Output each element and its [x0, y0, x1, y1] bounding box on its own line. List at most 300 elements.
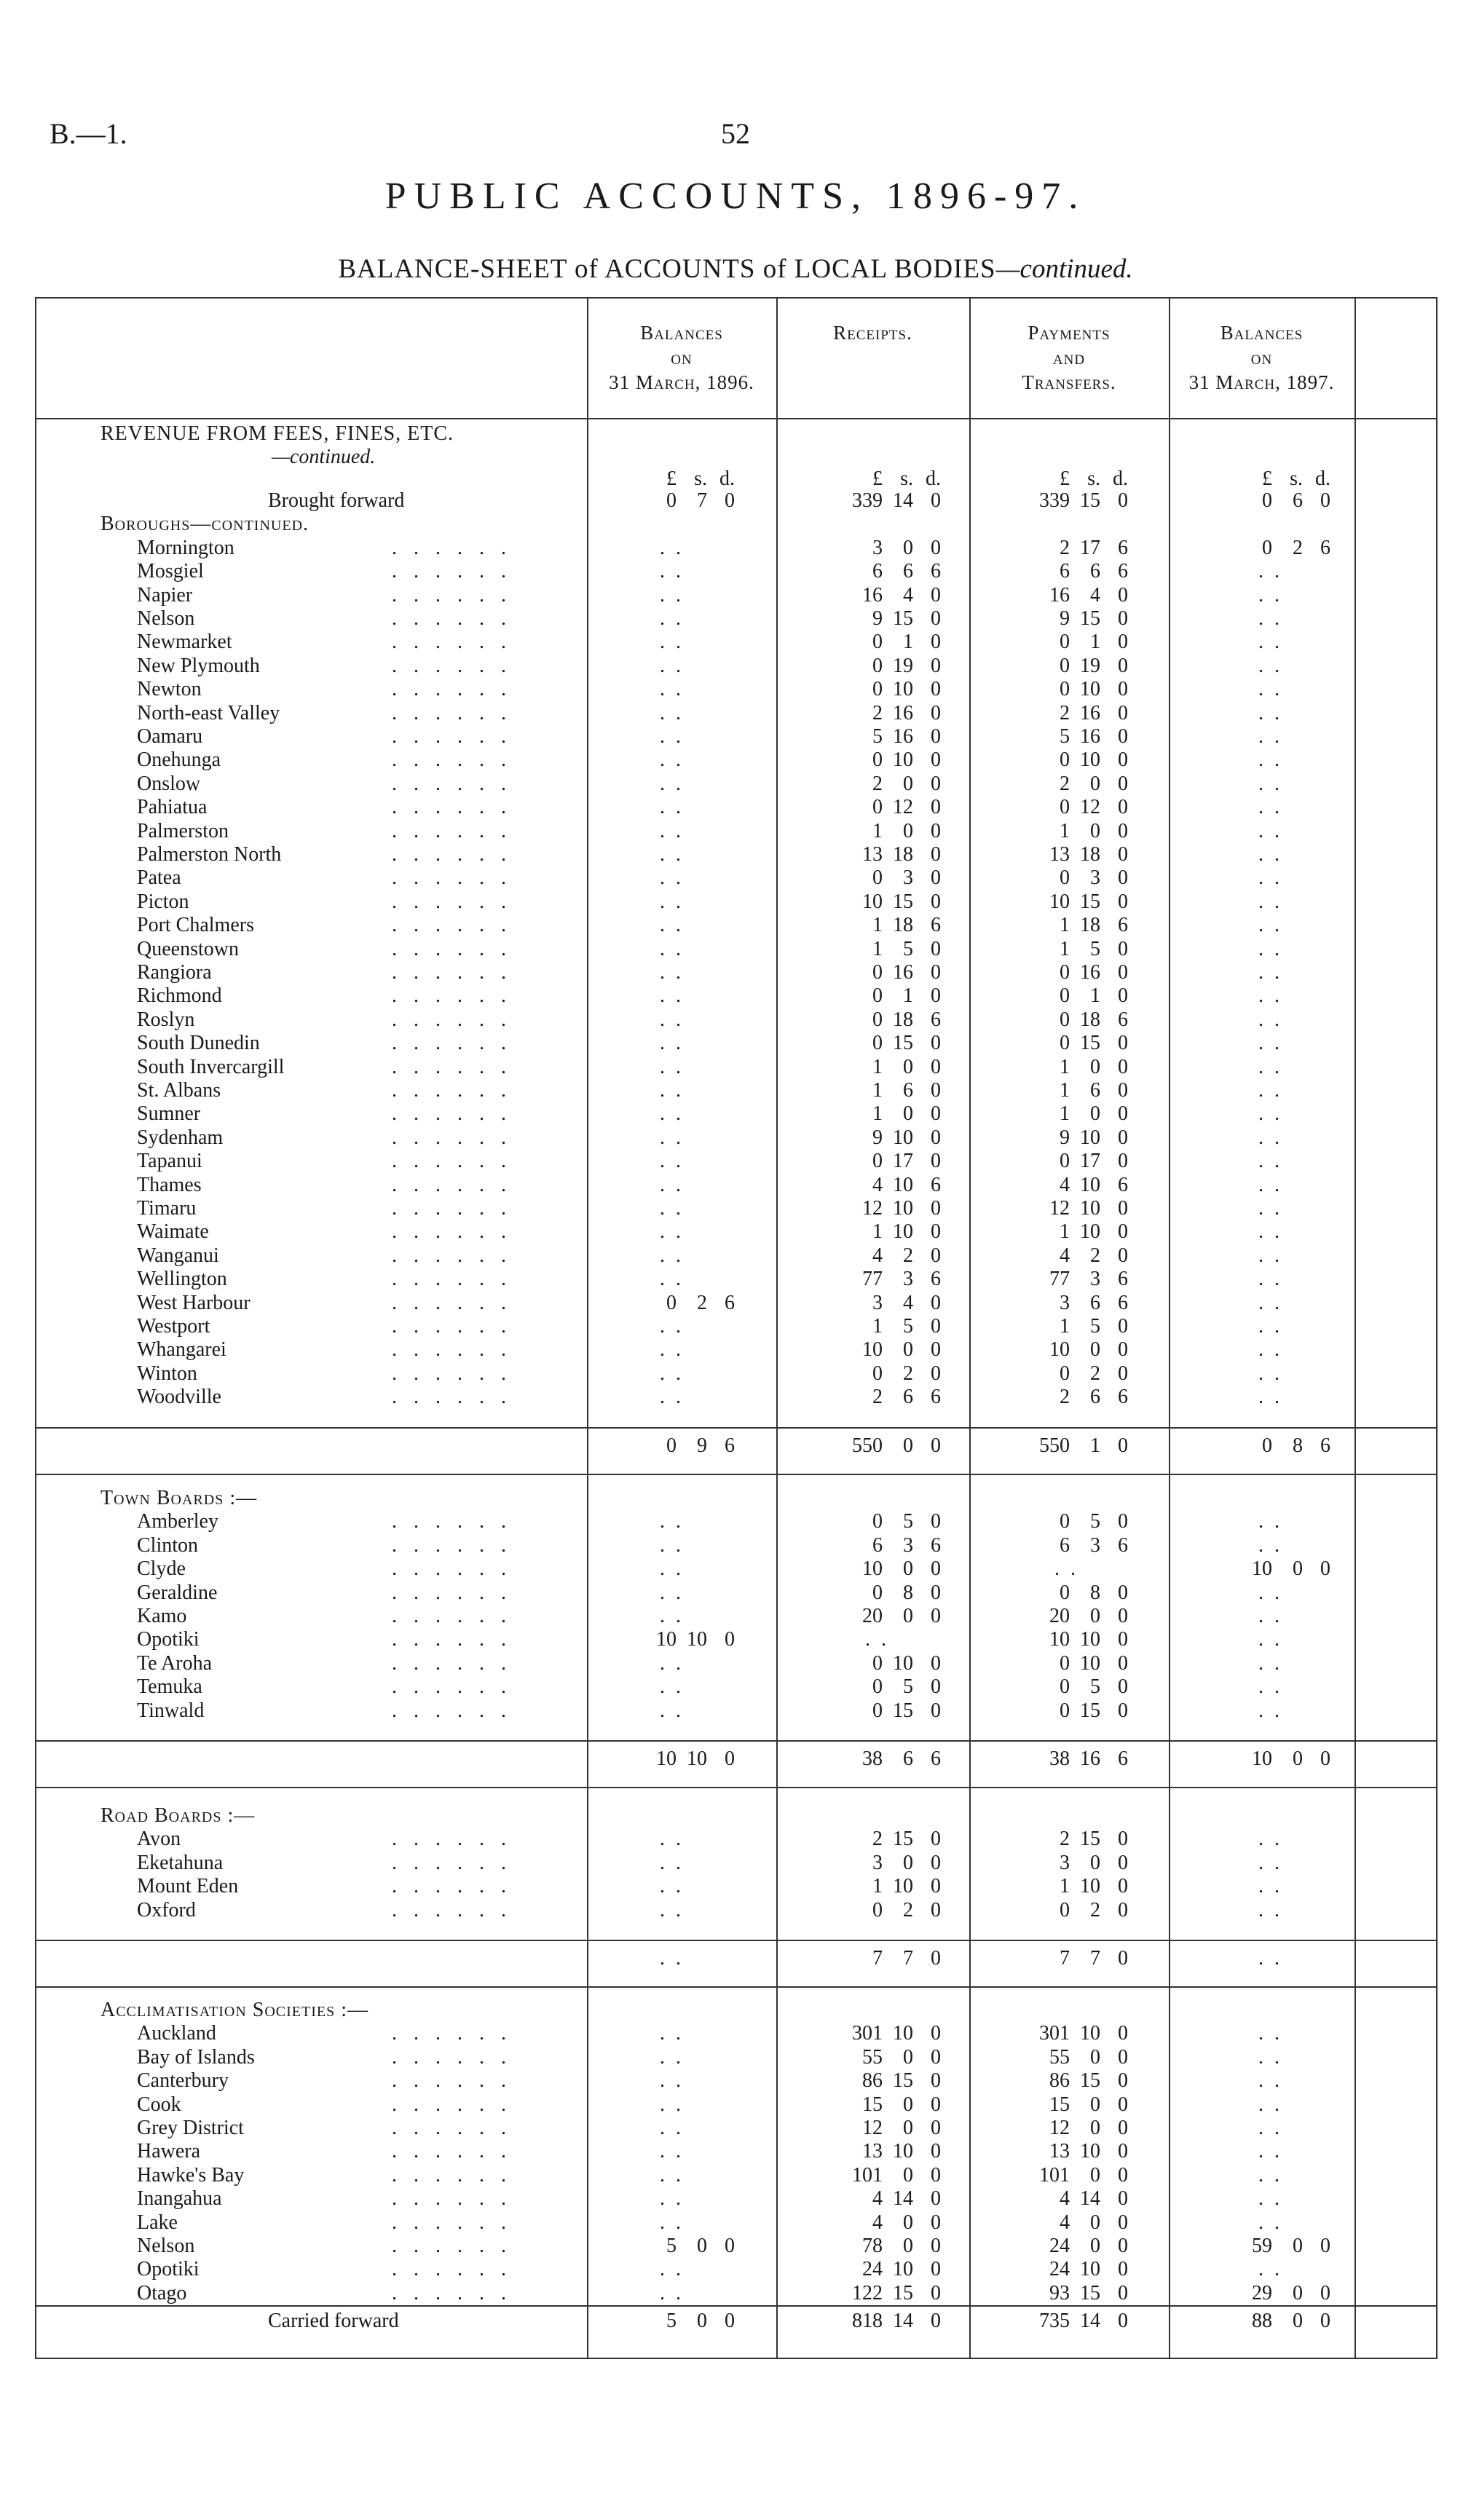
row-label: Mount Eden: [137, 1875, 239, 1897]
nil-marker: . .: [1258, 655, 1282, 677]
row-label: Onehunga: [137, 749, 221, 771]
ledger-row: [35, 1699, 1438, 1723]
leader-dots: . . . . . .: [392, 1174, 512, 1196]
leader-dots: . . . . . .: [392, 1852, 512, 1874]
ledger-row: [35, 796, 1438, 819]
amount-cell: 0 15 0: [1060, 1699, 1128, 1722]
nil-marker: . .: [1258, 1534, 1282, 1557]
amount-cell: 735 14 0: [1039, 2310, 1128, 2332]
ledger-row: [35, 2046, 1438, 2069]
row-label: Pahiatua: [137, 796, 208, 818]
leader-dots: . . . . . .: [392, 1581, 512, 1604]
amount-cell: 15 0 0: [862, 2093, 941, 2116]
amount-cell: 122 15 0: [852, 2282, 941, 2304]
leader-dots: . . . . . .: [392, 1032, 512, 1054]
subtotal-row: [35, 1747, 1438, 1771]
leader-dots: . . . . . .: [392, 1126, 512, 1149]
nil-marker: . .: [1258, 2117, 1282, 2139]
nil-marker: . .: [1258, 1628, 1282, 1651]
ledger-row: [35, 1174, 1438, 1197]
amount-cell: 0 3 0: [872, 866, 941, 889]
ledger-row: [35, 702, 1438, 725]
leader-dots: . . . . . .: [392, 1534, 512, 1557]
nil-marker: . .: [660, 2211, 684, 2234]
amount-cell: 0 16 0: [1060, 961, 1128, 984]
amount-cell: 1 0 0: [872, 1056, 941, 1078]
nil-marker: . .: [660, 1947, 684, 1970]
amount-cell: 2 15 0: [1060, 1828, 1128, 1850]
ledger-row: [35, 1008, 1438, 1032]
amount-cell: 0 5 0: [1060, 1510, 1128, 1533]
row-label: Rangiora: [137, 961, 212, 984]
row-label: Avon: [137, 1828, 181, 1850]
amount-cell: 0 1 0: [1060, 984, 1128, 1007]
row-label: Newmarket: [137, 631, 232, 653]
row-label: Otago: [137, 2282, 187, 2304]
amount-cell: 0 10 0: [872, 749, 941, 771]
row-label: West Harbour: [137, 1292, 251, 1314]
amount-cell: 1 10 0: [1060, 1875, 1128, 1897]
leader-dots: . . . . . .: [392, 631, 512, 653]
nil-marker: . .: [660, 984, 684, 1007]
nil-marker: . .: [1258, 1126, 1282, 1149]
nil-marker: . .: [1258, 1008, 1282, 1031]
leader-dots: . . . . . .: [392, 773, 512, 795]
group-heading: [35, 513, 1438, 536]
nil-marker: . .: [660, 1386, 684, 1408]
nil-marker: . .: [865, 1628, 889, 1651]
nil-marker: . .: [1258, 1947, 1282, 1970]
ledger-row: [35, 1386, 1438, 1409]
row-label: Nelson: [137, 607, 195, 630]
row-label: South Dunedin: [137, 1032, 260, 1054]
amount-cell: 0 12 0: [1060, 796, 1128, 818]
ledger-row: [35, 1510, 1438, 1533]
leader-dots: . . . . . .: [392, 1386, 512, 1408]
ledger-row: [35, 1315, 1438, 1338]
nil-marker: . .: [1258, 2164, 1282, 2187]
amount-cell: 24 0 0: [1049, 2235, 1128, 2257]
amount-cell: 10 10 0: [656, 1628, 735, 1651]
page-number: 52: [721, 117, 750, 150]
nil-marker: . .: [660, 560, 684, 582]
nil-marker: . .: [1258, 2211, 1282, 2234]
amount-cell: 0 8 6: [1262, 1434, 1330, 1457]
subtotal-row: [35, 1947, 1438, 1970]
nil-marker: . .: [1258, 560, 1282, 582]
nil-marker: . .: [660, 537, 684, 559]
ledger-row: [35, 725, 1438, 749]
amount-cell: 1 18 6: [1060, 914, 1128, 936]
amount-cell: 4 0 0: [1060, 2211, 1128, 2234]
row-label: Roslyn: [137, 1008, 195, 1031]
leader-dots: . . . . . .: [392, 1699, 512, 1722]
nil-marker: . .: [660, 1032, 684, 1054]
nil-marker: . .: [660, 1150, 684, 1172]
amount-cell: 55 0 0: [862, 2046, 941, 2069]
amount-cell: 24 10 0: [1049, 2258, 1128, 2280]
nil-marker: . .: [1258, 1174, 1282, 1196]
amount-cell: 1 6 0: [1060, 1079, 1128, 1102]
ledger-row: [35, 890, 1438, 914]
group-title: Acclimatisation Societies :—: [100, 1999, 369, 2021]
amount-cell: 10 0 0: [1049, 1338, 1128, 1361]
ledger-row: [35, 1557, 1438, 1581]
nil-marker: . .: [660, 702, 684, 724]
amount-cell: 0 7 0: [666, 489, 735, 512]
leader-dots: . . . . . .: [392, 2022, 512, 2045]
subtotal-rule: [35, 2305, 1438, 2307]
amount-cell: 3 0 0: [872, 537, 941, 559]
row-label: North-east Valley: [137, 702, 280, 724]
nil-marker: . .: [1258, 1338, 1282, 1361]
ledger-row: [35, 2258, 1438, 2281]
nil-marker: . .: [660, 866, 684, 889]
nil-marker: . .: [1258, 773, 1282, 795]
amount-cell: 5 0 0: [666, 2310, 735, 2332]
nil-marker: . .: [660, 1244, 684, 1267]
nil-marker: . .: [1258, 2140, 1282, 2162]
nil-marker: . .: [660, 1510, 684, 1533]
leader-dots: . . . . . .: [392, 2140, 512, 2162]
leader-dots: . . . . . .: [392, 1056, 512, 1078]
amount-cell: 0 8 0: [1060, 1581, 1128, 1604]
row-label: Temuka: [137, 1675, 202, 1698]
amount-cell: 0 19 0: [872, 655, 941, 677]
group-heading: [35, 1804, 1438, 1828]
row-label: Waimate: [137, 1220, 209, 1243]
amount-cell: 1 0 0: [872, 1102, 941, 1125]
nil-marker: . .: [660, 1581, 684, 1604]
row-label: Sumner: [137, 1102, 201, 1125]
amount-cell: 77 3 6: [1049, 1268, 1128, 1290]
carried-forward-row: [35, 2310, 1438, 2333]
nil-marker: . .: [660, 2258, 684, 2280]
leader-dots: . . . . . .: [392, 749, 512, 771]
amount-cell: 818 14 0: [852, 2310, 941, 2332]
amount-cell: 10 0 0: [862, 1557, 941, 1580]
column-header-payments: Payments and Transfers.: [1022, 322, 1116, 393]
nil-marker: . .: [660, 2282, 684, 2304]
ledger-row: [35, 678, 1438, 701]
document-reference: B.—1.: [50, 117, 127, 150]
nil-marker: . .: [1258, 607, 1282, 630]
amount-cell: 13 10 0: [1049, 2140, 1128, 2162]
amount-cell: 78 0 0: [862, 2235, 941, 2257]
nil-marker: . .: [660, 2164, 684, 2187]
amount-cell: 4 14 0: [872, 2187, 941, 2210]
amount-cell: 339 15 0: [1039, 489, 1128, 512]
nil-marker: . .: [660, 1008, 684, 1031]
row-label: Picton: [137, 890, 189, 913]
amount-cell: 1 5 0: [872, 1315, 941, 1338]
row-label: Amberley: [137, 1510, 218, 1533]
amount-cell: 0 2 6: [666, 1292, 735, 1314]
row-label: Te Aroha: [137, 1652, 213, 1675]
nil-marker: . .: [1258, 866, 1282, 889]
table-subtitle: [0, 253, 1471, 285]
nil-marker: . .: [660, 2187, 684, 2210]
ledger-row: [35, 1581, 1438, 1605]
amount-cell: 2 0 0: [1060, 773, 1128, 795]
amount-cell: 88 0 0: [1252, 2310, 1330, 2332]
amount-cell: 5 16 0: [872, 725, 941, 748]
amount-cell: 10 0 0: [862, 1338, 941, 1361]
ledger-row: [35, 914, 1438, 937]
nil-marker: . .: [660, 749, 684, 771]
ledger-row: [35, 1899, 1438, 1922]
subtotal-rule: [35, 1474, 1438, 1475]
row-label: Nelson: [137, 2235, 195, 2257]
subtotal-rule: [35, 1427, 1438, 1429]
column-header-balances-1896: Balances on 31 March, 1896.: [609, 322, 754, 393]
amount-cell: 6 6 6: [872, 560, 941, 582]
nil-marker: . .: [1258, 1652, 1282, 1675]
amount-cell: 1 5 0: [872, 938, 941, 960]
leader-dots: . . . . . .: [392, 2235, 512, 2257]
nil-marker: . .: [1258, 1852, 1282, 1874]
amount-cell: 9 15 0: [872, 607, 941, 630]
leader-dots: . . . . . .: [392, 2258, 512, 2280]
amount-cell: 0 10 0: [872, 1652, 941, 1675]
leader-dots: . . . . . .: [392, 584, 512, 607]
row-label: Bay of Islands: [137, 2046, 255, 2069]
nil-marker: . .: [1258, 796, 1282, 818]
row-label: Canterbury: [137, 2069, 229, 2092]
nil-marker: . .: [660, 2069, 684, 2092]
leader-dots: . . . . . .: [392, 1875, 512, 1897]
ledger-row: [35, 1244, 1438, 1268]
nil-marker: . .: [660, 2046, 684, 2069]
nil-marker: . .: [660, 1102, 684, 1125]
amount-cell: 0 2 0: [872, 1362, 941, 1385]
row-label: Oxford: [137, 1899, 196, 1921]
amount-cell: 1 5 0: [1060, 1315, 1128, 1338]
leader-dots: . . . . . .: [392, 890, 512, 913]
group-title: Boroughs—continued.: [100, 513, 309, 536]
leader-dots: . . . . . .: [392, 2211, 512, 2234]
nil-marker: . .: [1258, 961, 1282, 984]
nil-marker: . .: [660, 584, 684, 607]
amount-cell: 10 10 0: [1049, 1628, 1128, 1651]
currency-units: £ s. d.: [1262, 467, 1330, 490]
row-label: Kamo: [137, 1605, 187, 1627]
amount-cell: 12 0 0: [862, 2117, 941, 2139]
nil-marker: . .: [660, 773, 684, 795]
ledger-row: [35, 1056, 1438, 1079]
nil-marker: . .: [660, 1899, 684, 1921]
amount-cell: 0 8 0: [872, 1581, 941, 1604]
row-label: Clinton: [137, 1534, 199, 1557]
row-label: Palmerston North: [137, 843, 282, 866]
amount-cell: 12 0 0: [1049, 2117, 1128, 2139]
row-label: Mosgiel: [137, 560, 204, 582]
leader-dots: . . . . . .: [392, 725, 512, 748]
ledger-row: [35, 537, 1438, 560]
nil-marker: . .: [660, 1126, 684, 1149]
nil-marker: . .: [1258, 584, 1282, 607]
amount-cell: 101 0 0: [852, 2164, 941, 2187]
amount-cell: 1 0 0: [1060, 1056, 1128, 1078]
nil-marker: . .: [1258, 938, 1282, 960]
nil-marker: . .: [1258, 1386, 1282, 1408]
amount-cell: 1 0 0: [1060, 820, 1128, 842]
nil-marker: . .: [660, 843, 684, 866]
amount-cell: 2 17 6: [1060, 537, 1128, 559]
nil-marker: . .: [1258, 1056, 1282, 1078]
nil-marker: . .: [660, 1220, 684, 1243]
nil-marker: . .: [1258, 2022, 1282, 2045]
amount-cell: 4 2 0: [872, 1244, 941, 1267]
nil-marker: . .: [660, 725, 684, 748]
amount-cell: 0 3 0: [1060, 866, 1128, 889]
amount-cell: 10 15 0: [862, 890, 941, 913]
ledger-row: [35, 1852, 1438, 1875]
nil-marker: . .: [660, 1338, 684, 1361]
row-label: Eketahuna: [137, 1852, 224, 1874]
leader-dots: . . . . . .: [392, 1197, 512, 1220]
amount-cell: 0 5 0: [872, 1675, 941, 1698]
amount-cell: 12 10 0: [1049, 1197, 1128, 1220]
amount-cell: 9 10 0: [872, 1126, 941, 1149]
nil-marker: . .: [660, 1557, 684, 1580]
nil-marker: . .: [660, 1605, 684, 1627]
nil-marker: . .: [660, 1652, 684, 1675]
amount-cell: 4 10 6: [872, 1174, 941, 1196]
amount-cell: 0 10 0: [1060, 678, 1128, 700]
amount-cell: 3 0 0: [1060, 1852, 1128, 1874]
nil-marker: . .: [660, 2140, 684, 2162]
leader-dots: . . . . . .: [392, 1899, 512, 1921]
amount-cell: 38 16 6: [1049, 1747, 1128, 1770]
amount-cell: 2 6 6: [872, 1386, 941, 1408]
nil-marker: . .: [1258, 1362, 1282, 1385]
nil-marker: . .: [660, 631, 684, 653]
ledger-row: [35, 773, 1438, 796]
currency-units: £ s. d.: [666, 467, 735, 490]
amount-cell: 1 0 0: [1060, 1102, 1128, 1125]
amount-cell: 7 7 0: [872, 1947, 941, 1970]
amount-cell: 5 0 0: [666, 2235, 735, 2257]
leader-dots: . . . . . .: [392, 866, 512, 889]
nil-marker: . .: [660, 1699, 684, 1722]
nil-marker: . .: [660, 2117, 684, 2139]
ledger-row: [35, 820, 1438, 843]
nil-marker: . .: [1258, 984, 1282, 1007]
amount-cell: 13 18 0: [1049, 843, 1128, 866]
amount-cell: 6 3 6: [872, 1534, 941, 1557]
nil-marker: . .: [660, 1675, 684, 1698]
amount-cell: 0 15 0: [1060, 1032, 1128, 1054]
leader-dots: . . . . . .: [392, 1079, 512, 1102]
group-title: Road Boards :—: [100, 1804, 256, 1827]
amount-cell: 0 5 0: [1060, 1675, 1128, 1698]
subtitle-continued: —continued.: [995, 254, 1133, 284]
ledger-row: [35, 1652, 1438, 1675]
row-label: Auckland: [137, 2022, 216, 2045]
leader-dots: . . . . . .: [392, 796, 512, 818]
amount-cell: 1 0 0: [872, 820, 941, 842]
amount-cell: 550 0 0: [852, 1434, 941, 1457]
amount-cell: 0 16 0: [872, 961, 941, 984]
column-header-receipts: Receipts.: [833, 322, 912, 344]
nil-marker: . .: [1258, 890, 1282, 913]
nil-marker: . .: [1258, 1581, 1282, 1604]
amount-cell: 29 0 0: [1252, 2282, 1330, 2304]
ledger-row: [35, 1675, 1438, 1699]
ledger-row: [35, 938, 1438, 961]
leader-dots: . . . . . .: [392, 1102, 512, 1125]
nil-marker: . .: [660, 961, 684, 984]
group-heading: [35, 1487, 1438, 1510]
section-heading-continued: [35, 446, 1438, 469]
amount-cell: 0 17 0: [1060, 1150, 1128, 1172]
amount-cell: 12 10 0: [862, 1197, 941, 1220]
nil-marker: . .: [660, 2022, 684, 2045]
ledger-row: [35, 1875, 1438, 1898]
row-label: Westport: [137, 1315, 210, 1338]
amount-cell: 59 0 0: [1252, 2235, 1330, 2257]
row-label: Brought forward: [268, 489, 405, 512]
amount-cell: 1 6 0: [872, 1079, 941, 1102]
nil-marker: . .: [660, 655, 684, 677]
nil-marker: . .: [1258, 843, 1282, 866]
amount-cell: 0 1 0: [872, 984, 941, 1007]
row-label: Napier: [137, 584, 193, 607]
leader-dots: . . . . . .: [392, 1605, 512, 1627]
ledger-row: [35, 631, 1438, 654]
nil-marker: . .: [660, 2093, 684, 2116]
amount-cell: 20 0 0: [862, 1605, 941, 1627]
row-label: Clyde: [137, 1557, 186, 1580]
nil-marker: . .: [1258, 2046, 1282, 2069]
row-label: New Plymouth: [137, 655, 260, 677]
nil-marker: . .: [1258, 2069, 1282, 2092]
row-label: Carried forward: [268, 2310, 399, 2332]
row-label: Tinwald: [137, 1699, 205, 1722]
amount-cell: 86 15 0: [1049, 2069, 1128, 2092]
subtotal-rule: [35, 1940, 1438, 1941]
nil-marker: . .: [1258, 1220, 1282, 1243]
leader-dots: . . . . . .: [392, 607, 512, 630]
amount-cell: 2 15 0: [872, 1828, 941, 1850]
ledger-row: [35, 2117, 1438, 2140]
amount-cell: 0 10 0: [1060, 1652, 1128, 1675]
nil-marker: . .: [1258, 702, 1282, 724]
leader-dots: . . . . . .: [392, 560, 512, 582]
row-label: Inangahua: [137, 2187, 222, 2210]
ledger-row: [35, 607, 1438, 631]
row-label: Winton: [137, 1362, 197, 1385]
row-label: Mornington: [137, 537, 234, 559]
nil-marker: . .: [660, 678, 684, 700]
amount-cell: 4 10 6: [1060, 1174, 1128, 1196]
leader-dots: . . . . . .: [392, 1008, 512, 1031]
ledger-row: [35, 560, 1438, 583]
amount-cell: 15 0 0: [1049, 2093, 1128, 2116]
amount-cell: 0 1 0: [872, 631, 941, 653]
amount-cell: 86 15 0: [862, 2069, 941, 2092]
nil-marker: . .: [660, 1174, 684, 1196]
amount-cell: 0 10 0: [1060, 749, 1128, 771]
nil-marker: . .: [660, 914, 684, 936]
nil-marker: . .: [660, 1268, 684, 1290]
leader-dots: . . . . . .: [392, 820, 512, 842]
amount-cell: 10 10 0: [656, 1747, 735, 1770]
nil-marker: . .: [660, 938, 684, 960]
amount-cell: 0 12 0: [872, 796, 941, 818]
ledger-row: [35, 749, 1438, 772]
